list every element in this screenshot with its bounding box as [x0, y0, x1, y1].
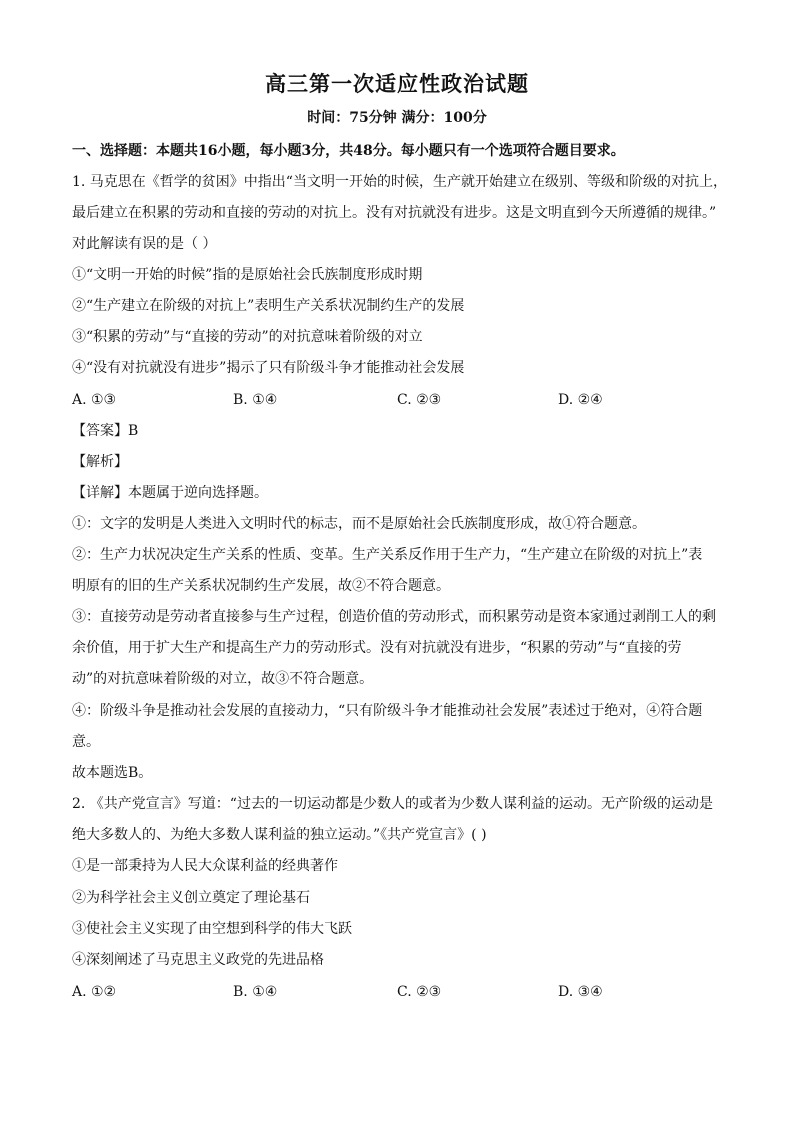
q2-statement-3: ③使社会主义实现了由空想到科学的伟大飞跃 [72, 921, 352, 937]
exam-info: 时间：75分钟 满分：100分 [307, 110, 487, 126]
q1-detail-line-5: ③：直接劳动是劳动者直接参与生产过程，创造价值的劳动形式，而积累劳动是资本家通过剥削工人的剩 [72, 609, 716, 625]
q1-statement-2: ②“生产建立在阶级的对抗上”表明生产关系状况制约生产的发展 [72, 298, 465, 314]
q2-option-b: B. ①④ [233, 984, 278, 1000]
q2-option-a: A. ①② [72, 984, 117, 1000]
q1-statement-3: ③“积累的劳动”与“直接的劳动”的对抗意味着阶级的对立 [72, 329, 423, 345]
q1-answer: 【答案】B [72, 423, 139, 439]
q1-option-b: B. ①④ [233, 392, 278, 408]
q1-detail-line-9: 意。 [72, 734, 100, 750]
q1-detail-line-4: 明原有的旧的生产关系状况制约生产发展，故②不符合题意。 [72, 578, 450, 594]
q1-detail-line-7: 动”的对抗意味着阶级的对立，故③不符合题意。 [72, 671, 374, 687]
page-title: 高三第一次适应性政治试题 [265, 71, 529, 96]
q1-detail-line-10: 故本题选B。 [72, 765, 153, 781]
q2-option-d: D. ③④ [558, 984, 603, 1000]
q2-option-c: C. ②③ [397, 984, 442, 1000]
section-heading: 一、选择题：本题共16小题，每小题3分，共48分。每小题只有一个选项符合题目要求。 [72, 143, 625, 159]
q1-option-d: D. ②④ [558, 392, 603, 408]
q1-statement-4: ④“没有对抗就没有进步”揭示了只有阶级斗争才能推动社会发展 [72, 360, 465, 376]
q1-detail-line-2: ①：文字的发明是人类进入文明时代的标志，而不是原始社会氏族制度形成，故①符合题意。 [72, 516, 646, 532]
q1-detail-line-3: ②：生产力状况决定生产关系的性质、变革。生产关系反作用于生产力，“生产建立在阶级的对抗上”表 [72, 547, 703, 563]
q1-option-a: A. ①③ [72, 392, 117, 408]
q1-statement-1: ①“文明一开始的时候”指的是原始社会氏族制度形成时期 [72, 267, 423, 283]
q2-stem-line-2: 绝大多数人的、为绝大多数人谋利益的独立运动。”《共产党宣言》( ) [72, 827, 487, 843]
q1-stem-line-1: 1. 马克思在《哲学的贫困》中指出“当文明一开始的时候，生产就开始建立在级别、等级和阶级的对抗上， [72, 174, 727, 190]
q1-stem-line-2: 最后建立在积累的劳动和直接的劳动的对抗上。没有对抗就没有进步。这是文明直到今天所遵循的规律。” [72, 205, 717, 221]
q1-detail-line-6: 余价值，用于扩大生产和提高生产力的劳动形式。没有对抗就没有进步，“积累的劳动”与“直接的劳 [72, 640, 682, 656]
q2-stem-line-1: 2. 《共产党宣言》写道：“过去的一切运动都是少数人的或者为少数人谋利益的运动。无产阶级的运动是 [72, 796, 713, 812]
q1-option-c: C. ②③ [397, 392, 442, 408]
q1-detail-line-1: 【详解】本题属于逆向选择题。 [72, 485, 268, 501]
q1-detail-line-8: ④：阶级斗争是推动社会发展的直接动力，“只有阶级斗争才能推动社会发展”表述过于绝对，④符合题 [72, 703, 703, 719]
q2-statement-2: ②为科学社会主义创立奠定了理论基石 [72, 890, 310, 906]
q2-statement-4: ④深刻阐述了马克思主义政党的先进品格 [72, 952, 324, 968]
q2-statement-1: ①是一部秉持为人民大众谋利益的经典著作 [72, 858, 338, 874]
q1-analysis-label: 【解析】 [72, 454, 128, 470]
q1-stem-line-3: 对此解读有误的是（ ） [72, 236, 217, 252]
